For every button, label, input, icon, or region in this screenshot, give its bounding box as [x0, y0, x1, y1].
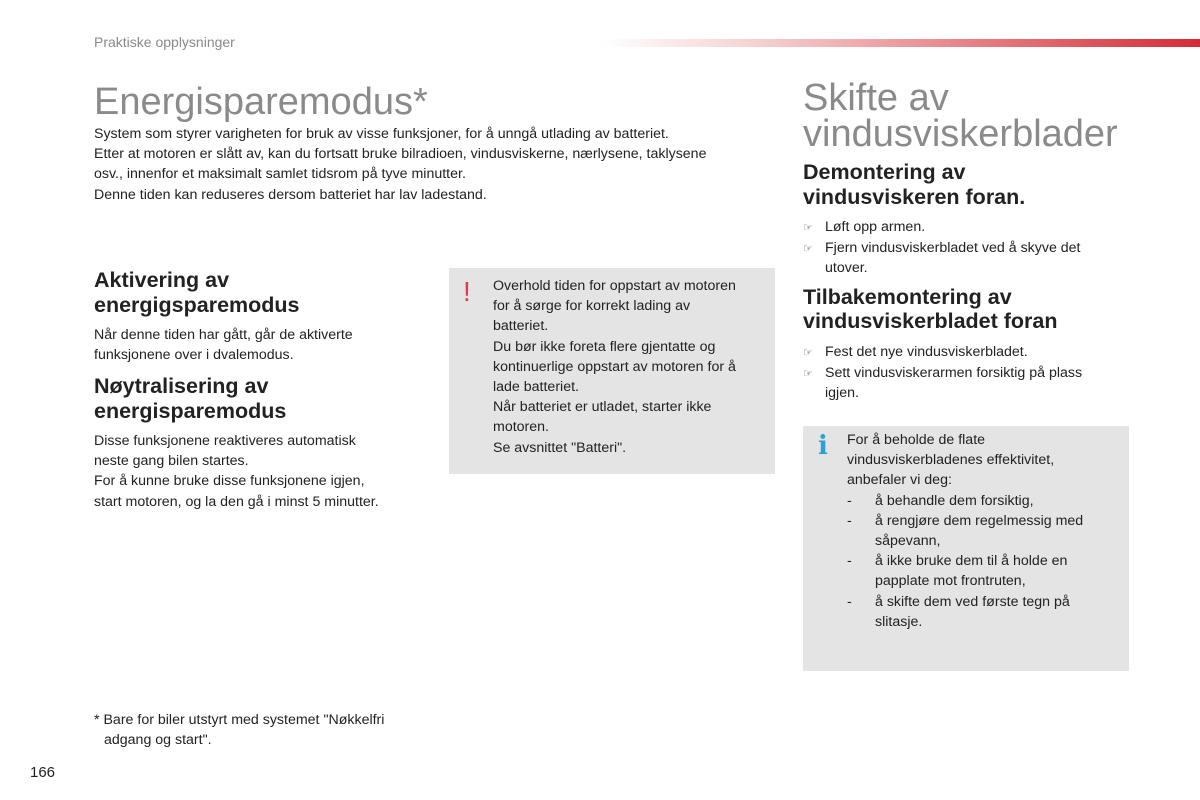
- list-item: - å ikke bruke dem til å holde en papplate mot frontruten,: [847, 553, 1068, 590]
- header-accent-bar: [600, 39, 1200, 47]
- list-item: ☞ Fjern vindusviskerbladet ved å skyve det utover.: [803, 238, 1143, 278]
- refit-steps: [803, 342, 1143, 404]
- intro-paragraph: [94, 124, 774, 205]
- pointing-hand-icon: ☞: [803, 346, 813, 359]
- page-number: 166: [30, 764, 56, 781]
- wiper-title: Skifte av vindusviskerblader: [803, 77, 1118, 155]
- exclamation-icon: !: [463, 276, 471, 307]
- info-line: anbefaler vi deg:: [847, 472, 952, 489]
- list-item: ☞ Sett vindusviskerarmen forsiktig på plass igjen.: [803, 363, 1143, 403]
- warning-line: Overhold tiden for oppstart av motoren: [493, 278, 736, 294]
- warning-line: Du bør ikke foreta flere gjentatte og: [493, 338, 716, 355]
- pointing-hand-icon: ☞: [803, 243, 813, 256]
- info-box: [803, 426, 1129, 671]
- intro-line: Etter at motoren er slått av, kan du fortsatt bruke bilradioen, vindusviskerne, nærlysene, taklysene: [94, 146, 707, 163]
- body-line: start motoren, og la den gå i minst 5 minutter.: [94, 493, 379, 510]
- energy-save-section: [94, 80, 774, 205]
- list-item: - å behandle dem forsiktig,: [847, 492, 1034, 509]
- warning-line: Se avsnittet "Batteri".: [493, 439, 627, 456]
- pointing-hand-icon: ☞: [803, 222, 813, 234]
- pointing-hand-icon: ☞: [803, 367, 813, 380]
- neutralize-section: [94, 374, 434, 512]
- refit-heading: Tilbakemontering av vindusviskerbladet foran: [803, 284, 1058, 334]
- wiper-section: [803, 77, 1143, 403]
- section-label: Praktiske opplysninger: [94, 34, 235, 50]
- body-line: neste gang bilen startes.: [94, 453, 249, 470]
- removal-steps: [803, 217, 1143, 279]
- removal-heading: Demontering av vindusviskeren foran.: [803, 160, 1026, 209]
- footnote: * Bare for biler utstyrt med systemet "Nøkkelfri adgang og start".: [94, 712, 385, 749]
- body-line: Når denne tiden har gått, går de aktiverte: [94, 327, 353, 343]
- section-heading: Aktivering av energigsparemodus: [94, 268, 300, 317]
- info-icon: i: [818, 431, 828, 461]
- body-line: Disse funksjonene reaktiveres automatisk: [94, 433, 356, 449]
- body-line: funksjonene over i dvalemodus.: [94, 347, 294, 364]
- warning-line: kontinuerlige oppstart av motoren for å: [493, 358, 736, 375]
- info-line: vindusviskerbladenes effektivitet,: [847, 452, 1055, 469]
- intro-line: Denne tiden kan reduseres dersom batteriet har lav ladestand.: [94, 186, 487, 203]
- body-line: For å kunne bruke disse funksjonene igjen,: [94, 473, 365, 490]
- warning-line: for å sørge for korrekt lading av: [493, 298, 691, 315]
- list-item: ☞ Løft opp armen.: [803, 217, 1143, 238]
- intro-line: System som styrer varigheten for bruk av visse funksjoner, for å unngå utlading av batteriet.: [94, 126, 669, 142]
- warning-line: motoren.: [493, 419, 549, 436]
- warning-line: batteriet.: [493, 318, 549, 335]
- list-item: - å skifte dem ved første tegn på slitasje.: [847, 593, 1070, 630]
- warning-line: lade batteriet.: [493, 379, 579, 396]
- warning-line: Når batteriet er utladet, starter ikke: [493, 399, 712, 416]
- info-line: For å beholde de flate: [847, 432, 986, 448]
- page-title: Energisparemodus*: [94, 81, 428, 123]
- warning-box: [449, 268, 775, 474]
- list-item: - å rengjøre dem regelmessig med såpevann,: [847, 512, 1084, 550]
- list-item: ☞ Fest det nye vindusviskerbladet.: [803, 342, 1143, 363]
- intro-line: osv., innenfor et maksimalt samlet tidsrom på tyve minutter.: [94, 166, 466, 183]
- activation-section: [94, 268, 434, 365]
- section-heading: Nøytralisering av energisparemodus: [94, 374, 287, 423]
